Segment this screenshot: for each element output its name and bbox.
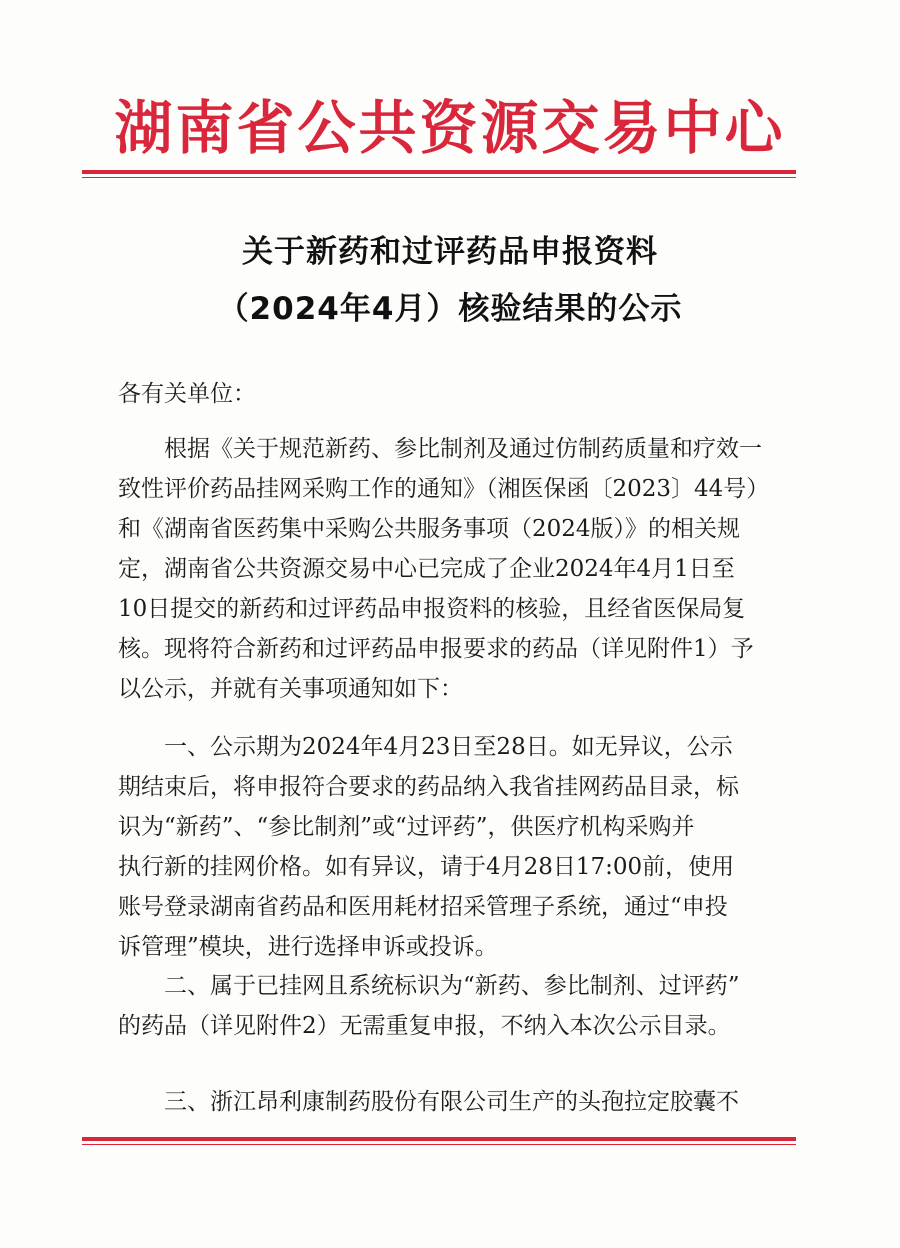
footer-rule-thick — [82, 1137, 796, 1141]
paragraph-line: 执行新的挂网价格。如有异议，请于4月28日17:00前，使用 — [118, 854, 735, 880]
paragraph-item-1 — [118, 727, 778, 967]
notice-title-line1: 关于新药和过评药品申报资料 — [242, 234, 658, 270]
paragraph-line: 账号登录湖南省药品和医用耗材招采管理子系统，通过“申投 — [118, 894, 728, 920]
paragraph-line: 一、公示期为2024年4月23日至28日。如无异议，公示 — [164, 734, 733, 760]
paragraph-line: 识为“新药”、“参比制剂”或“过评药”，供医疗机构采购并 — [118, 814, 695, 840]
paragraph-line: 期结束后，将申报符合要求的药品纳入我省挂网药品目录，标 — [118, 774, 739, 800]
footer-rule-thin — [82, 1144, 796, 1145]
paragraph-line: 和《湖南省医药集中采购公共服务事项（2024版）》的相关规 — [118, 516, 741, 542]
letterhead-rule-thin — [82, 177, 796, 178]
paragraph-line: 诉管理”模块，进行选择申诉或投诉。 — [118, 934, 498, 960]
letterhead-rule-thick — [82, 170, 796, 174]
paragraph-line: 根据《关于规范新药、参比制剂及通过仿制药质量和疗效一 — [164, 436, 762, 462]
paragraph-line: 二、属于已挂网且系统标识为“新药、参比制剂、过评药” — [164, 973, 740, 999]
paragraph-line: 定，湖南省公共资源交易中心已完成了企业2024年4月1日至 — [118, 556, 735, 582]
salutation: 各有关单位： — [118, 381, 256, 407]
paragraph-line: 的药品（详见附件2）无需重复申报，不纳入本次公示目录。 — [118, 1013, 731, 1039]
notice-title-line2: （2024年4月）核验结果的公示 — [217, 291, 683, 327]
paragraph-item-2 — [118, 966, 778, 1046]
paragraph-line: 核。现将符合新药和过评药品申报要求的药品（详见附件1）予 — [118, 636, 754, 662]
paragraph-line: 10日提交的新药和过评药品申报资料的核验，且经省医保局复 — [118, 596, 746, 622]
paragraph-basis — [118, 429, 778, 709]
paragraph-line: 以公示，并就有关事项通知如下： — [118, 676, 463, 702]
letterhead-org-name: 湖南省公共资源交易中心 — [114, 94, 786, 162]
paragraph-line: 三、浙江昂利康制药股份有限公司生产的头孢拉定胶囊不 — [164, 1089, 739, 1115]
paragraph-item-3 — [118, 1082, 778, 1122]
paragraph-line: 致性评价药品挂网采购工作的通知》（湘医保函〔2023〕44号） — [118, 476, 770, 502]
